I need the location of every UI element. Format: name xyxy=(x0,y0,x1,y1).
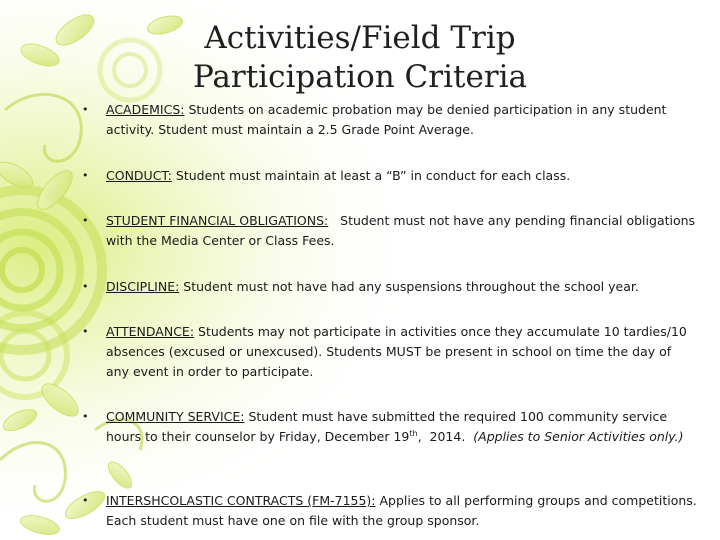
list-item-body: Students on academic probation may be denied participation in any student activity. Student must maintain a 2.5 Grade Point Average. xyxy=(106,102,667,137)
list-item-heading: ACADEMICS: xyxy=(106,102,185,117)
page-title-line-1: Activities/Field Trip xyxy=(204,20,516,56)
list-item-text xyxy=(106,166,698,186)
list-item-note: (Applies to Senior Activities only.) xyxy=(473,429,684,444)
list-item-heading: COMMUNITY SERVICE: xyxy=(106,409,245,424)
bullet-icon: • xyxy=(82,325,89,338)
list-item-text xyxy=(106,491,698,531)
list-item-text xyxy=(106,100,698,140)
list-item-body: Students may not participate in activities once they accumulate 10 tardies/10 absences (excused or unexcused). Students MUST be present in school on time the day of any event in order to participate. xyxy=(106,324,687,379)
page-title-line-2: Participation Criteria xyxy=(192,59,528,95)
list-item-heading: INTERSHCOLASTIC CONTRACTS (FM-7155): xyxy=(106,493,376,508)
bullet-icon: • xyxy=(82,494,89,507)
list-item-date-suffix: , 2014. xyxy=(417,429,474,444)
ordinal-superscript: th xyxy=(409,428,418,438)
list-item-text xyxy=(106,322,698,382)
bullet-icon: • xyxy=(82,280,89,293)
list-item-heading: ATTENDANCE: xyxy=(106,324,195,339)
list-item-body: Student must have submitted the required 100 community service hours to their counselor by Friday, December 19 xyxy=(106,409,668,444)
list-item-text xyxy=(106,407,698,447)
list-item-heading: CONDUCT: xyxy=(106,168,172,183)
list-item-heading: STUDENT FINANCIAL OBLIGATIONS: xyxy=(106,213,329,228)
list-item-body: Student must not have any pending financial obligations with the Media Center or Class Fees. xyxy=(106,213,700,248)
list-item-heading: DISCIPLINE: xyxy=(106,279,180,294)
list-item-body: Student must maintain at least a “B” in conduct for each class. xyxy=(171,168,571,183)
bullet-icon: • xyxy=(82,169,89,182)
bullet-icon: • xyxy=(82,103,89,116)
list-item-text xyxy=(106,277,698,297)
list-item-body: Student must not have had any suspensions throughout the school year. xyxy=(179,279,639,294)
bullet-icon: • xyxy=(82,410,89,423)
bullet-icon: • xyxy=(82,214,89,227)
list-item-body: Applies to all performing groups and competitions. Each student must have one on file with the group sponsor. xyxy=(106,493,697,528)
list-item-text xyxy=(106,211,698,251)
